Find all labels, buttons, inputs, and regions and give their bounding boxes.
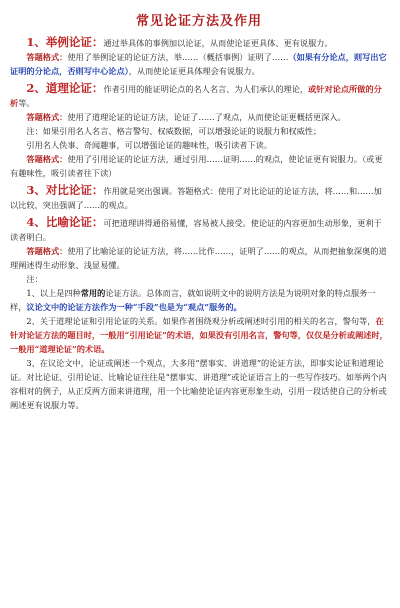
note-1-text-cont: 论证方法。总体而言，就如说明文中的说明方法是为说明对象的特点服务一样， bbox=[10, 288, 376, 312]
section-1-answer-format bbox=[10, 50, 388, 78]
answer-format-text: 使用了举例论证的论证方法，举……（概括事例）证明了…… bbox=[67, 52, 289, 62]
note-1-emphasis: 常用的 bbox=[80, 288, 106, 298]
answer-format-text-end: ，从而使论证更具体理会有说服力。 bbox=[128, 66, 260, 76]
section-2-note-1: 注：如果引用名人名言、格言警句、权威数据，可以增强论证的说服力和权威性； bbox=[26, 126, 322, 136]
note-1-highlight: 议论文中的论证方法作为一种“手段”也是为“观点”服务的。 bbox=[26, 302, 242, 312]
section-2-highlight: 或针对论点所做的分析 bbox=[10, 84, 382, 108]
section-2-answer-format-2 bbox=[10, 152, 388, 180]
note-2 bbox=[10, 314, 388, 356]
document-title: 常见论证方法及作用 bbox=[135, 14, 262, 29]
section-reasoning-argument bbox=[10, 81, 388, 110]
notes-heading: 注： bbox=[26, 274, 43, 284]
note-1-text: 1、以上是四种 bbox=[26, 288, 81, 298]
section-3-heading: 3、对比论证： bbox=[26, 183, 104, 197]
answer-format-label: 答题格式： bbox=[26, 154, 68, 164]
answer-format-text: 使用了比喻论证的论证方法，将……比作……，证明了……的观点，从而把抽象深奥的道理阐述得生动形象、浅显易懂。 bbox=[10, 246, 387, 270]
section-2-heading: 2、道理论证： bbox=[26, 81, 104, 95]
section-4-answer-format bbox=[10, 244, 388, 272]
answer-format-text: 使用了道理论证的论证方法，论证了……了观点，从而使论证更概括更深入。 bbox=[67, 112, 346, 122]
answer-format-label: 答题格式： bbox=[26, 112, 68, 122]
section-3-description: 作用就是突出强调。答题格式：使用了对比论证的论证方法，将……和……加以比较，突出强调了……的观点。 bbox=[10, 186, 382, 210]
note-2-highlight: 在针对论证方法的题目时，一般用“引用论证”的术语，如果没有引用名言，警句等，仅仅是分析或阐述时，一般用“道理论证”的术语。 bbox=[10, 316, 388, 354]
section-1-heading: 1、举例论证： bbox=[26, 35, 104, 49]
section-2-answer-format bbox=[10, 110, 388, 124]
section-1-description: 通过举具体的事例加以论证，从而使论证更具体、更有说服力。 bbox=[103, 38, 333, 48]
section-2-note-2: 引用名人佚事、奇闻趣事，可以增强论证的趣味性，吸引读者下读。 bbox=[26, 140, 273, 150]
answer-format-label: 答题格式： bbox=[26, 52, 68, 62]
section-contrast-argument bbox=[10, 183, 388, 212]
section-example-argument bbox=[10, 35, 388, 50]
answer-format-note: （如果有分论点，则写出它证明的分论点，否则写中心论点） bbox=[10, 52, 387, 76]
section-4-description: 可把道理讲得通俗易懂，容易被人接受。使论证的内容更加生动形象，更利于读者明白。 bbox=[10, 218, 382, 242]
section-4-heading: 4、比喻论证： bbox=[26, 215, 104, 229]
answer-format-label: 答题格式： bbox=[26, 246, 68, 256]
note-2-text: 2、关于道理论证和引用论证的关系。如果作者围绕观分析或阐述时引用的相关的名言，警句等， bbox=[26, 316, 376, 326]
section-metaphor-argument bbox=[10, 215, 388, 244]
section-2-description-end: 等。 bbox=[18, 98, 35, 108]
note-1 bbox=[10, 286, 388, 314]
answer-format-text: 使用了引用论证的论证方法，通过引用……证明……的观点，使论证更有说服力。（或更有趣味性，吸引读者往下读） bbox=[10, 154, 383, 178]
section-2-description: 作者引用的能证明论点的名人名言、为人们承认的理论， bbox=[103, 84, 309, 94]
note-3: 3、在议论文中，论证或阐述一个观点，大多用“摆事实、讲道理”的论证方法，即事实论证和道理论证。对比论证、引用论证、比喻论证往往是“摆事实、讲道理”或论证语言上的一些写作技巧。如举两个内容相对的例子，从正反两方面来讲道理，用一个比喻使论证内容更形象生动，引用一段话使自己的分析或阐述更有说服力等。 bbox=[10, 358, 387, 410]
